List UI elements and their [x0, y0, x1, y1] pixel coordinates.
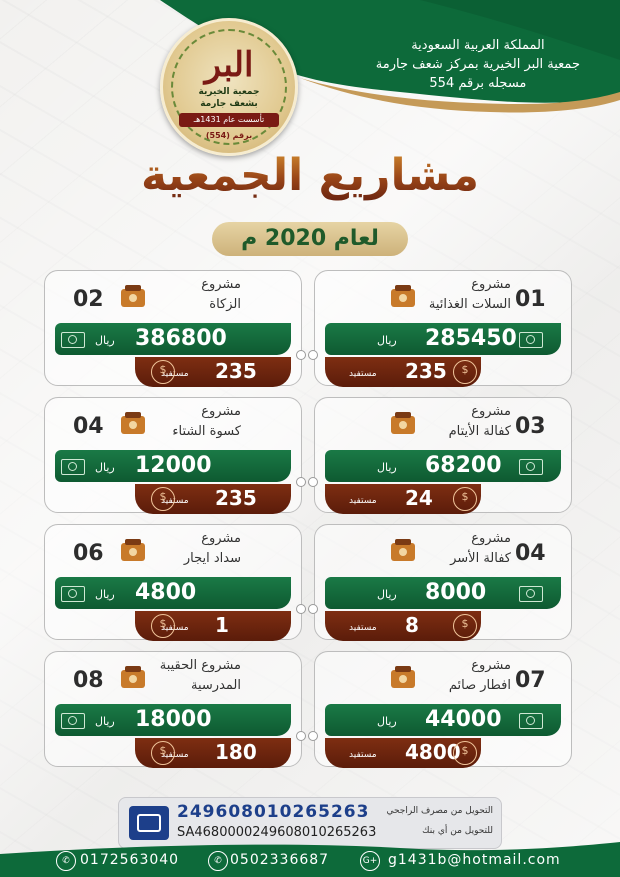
project-number: 08	[73, 668, 104, 693]
bank-transfer-note: التحويل من مصرف الراجحي	[386, 806, 493, 816]
project-name: السلات الغذائية	[428, 297, 511, 312]
project-number: 04	[515, 541, 546, 566]
beneficiary-label: مستفيد	[349, 623, 377, 633]
project-card	[44, 397, 302, 513]
connector-dot	[308, 477, 318, 487]
project-amount: 68200	[425, 453, 502, 478]
project-amount: 8000	[425, 580, 487, 605]
project-number: 02	[73, 287, 104, 312]
currency-label: ريال	[95, 334, 115, 347]
charity-hand-icon	[151, 360, 175, 384]
currency-label: ريال	[95, 588, 115, 601]
bank-any-bank-note: للتحويل من أي بنك	[422, 826, 493, 836]
project-word: مشروع	[201, 404, 241, 419]
charity-hand-icon	[151, 741, 175, 765]
project-amount: 4800	[135, 580, 197, 605]
connector-dot	[296, 477, 306, 487]
jacket-icon	[115, 408, 151, 440]
connector-dot	[296, 604, 306, 614]
charity-hand-icon	[151, 614, 175, 638]
house-icon	[115, 535, 151, 567]
project-number: 07	[515, 668, 546, 693]
beneficiaries-count: 235	[215, 359, 257, 383]
bank-icon	[129, 806, 169, 840]
beneficiary-label: مستفيد	[161, 623, 189, 633]
project-word: مشروع	[471, 277, 511, 292]
whatsapp-icon: ✆	[208, 851, 228, 871]
bank-iban: SA4680000249608010265263	[177, 825, 377, 840]
charity-hand-icon	[453, 487, 477, 511]
currency-label: ريال	[95, 715, 115, 728]
dates-icon	[385, 662, 421, 694]
project-card	[44, 651, 302, 767]
charity-hand-icon	[453, 614, 477, 638]
project-name: المدرسية	[191, 678, 241, 693]
backpack-icon	[115, 662, 151, 694]
connector-dot	[296, 350, 306, 360]
beneficiaries-count: 24	[405, 486, 433, 510]
org-name: جمعية البر الخيرية بمركز شعف جارمة	[375, 57, 580, 72]
project-word: مشروع	[201, 531, 241, 546]
beneficiaries-count: 235	[405, 359, 447, 383]
whatsapp-icon: ✆	[56, 851, 76, 871]
project-number: 04	[73, 414, 104, 439]
year-label: لعام 2020 م	[212, 222, 408, 256]
beneficiary-label: مستفيد	[161, 369, 189, 379]
organization-info	[376, 36, 580, 93]
project-number: 01	[515, 287, 546, 312]
beneficiaries-count: 8	[405, 613, 419, 637]
project-card	[314, 397, 572, 513]
beneficiaries-count: 235	[215, 486, 257, 510]
page-title: مشاريع الجمعية	[0, 150, 620, 201]
project-amount: 18000	[135, 707, 212, 732]
cash-icon	[115, 281, 151, 313]
money-icon	[519, 459, 543, 475]
charity-hand-icon	[453, 741, 477, 765]
beneficiary-label: مستفيد	[161, 496, 189, 506]
bank-account-number: 249608010265263	[177, 802, 370, 822]
project-amount: 44000	[425, 707, 502, 732]
phone-2[interactable]: 0502336687	[230, 852, 330, 868]
project-card	[314, 651, 572, 767]
project-card	[44, 524, 302, 640]
project-number: 06	[73, 541, 104, 566]
beneficiary-label: مستفيد	[349, 369, 377, 379]
connector-dot	[308, 731, 318, 741]
project-amount: 12000	[135, 453, 212, 478]
beneficiaries-count: 4800	[405, 740, 461, 764]
project-card	[44, 270, 302, 386]
project-name: افطار صائم	[448, 678, 511, 693]
project-amount: 386800	[135, 326, 227, 351]
org-registration: مسجله برقم 554	[429, 76, 527, 91]
money-icon	[61, 332, 85, 348]
project-word: مشروع	[201, 277, 241, 292]
connector-dot	[308, 604, 318, 614]
project-word: مشروع	[471, 404, 511, 419]
money-icon	[519, 332, 543, 348]
currency-label: ريال	[377, 588, 397, 601]
money-icon	[519, 586, 543, 602]
basket-icon	[385, 281, 421, 313]
beneficiaries-count: 180	[215, 740, 257, 764]
project-name: سداد ايجار	[183, 551, 241, 566]
project-word: مشروع	[471, 531, 511, 546]
google-plus-icon: G+	[360, 851, 380, 871]
currency-label: ريال	[377, 461, 397, 474]
money-icon	[61, 459, 85, 475]
project-name: الزكاة	[209, 297, 241, 312]
beneficiary-label: مستفيد	[161, 750, 189, 760]
project-amount: 285450	[425, 326, 517, 351]
money-icon	[61, 713, 85, 729]
currency-label: ريال	[95, 461, 115, 474]
charity-logo: البر جمعية الخيرية بشعف جارمة تأسست عام 1431هـ برقم (554)	[160, 18, 298, 156]
project-number: 03	[515, 414, 546, 439]
project-word: مشروع	[471, 658, 511, 673]
phone-1[interactable]: 0172563040	[80, 852, 180, 868]
email[interactable]: g1431b@hotmail.com	[388, 852, 561, 868]
money-icon	[519, 713, 543, 729]
project-card	[314, 270, 572, 386]
project-name: كفالة الأيتام	[448, 424, 511, 439]
beneficiary-label: مستفيد	[349, 496, 377, 506]
connector-dot	[308, 350, 318, 360]
money-icon	[61, 586, 85, 602]
charity-hand-icon	[151, 487, 175, 511]
project-name: كسوة الشتاء	[172, 424, 241, 439]
project-name: كفالة الأسر	[450, 551, 511, 566]
beneficiaries-count: 1	[215, 613, 229, 637]
project-card	[314, 524, 572, 640]
currency-label: ريال	[377, 334, 397, 347]
org-country: المملكة العربية السعودية	[411, 38, 545, 53]
charity-hand-icon	[453, 360, 477, 384]
helping-hand-icon	[385, 408, 421, 440]
connector-dot	[296, 731, 306, 741]
project-word: مشروع الحقيبة	[159, 658, 241, 673]
currency-label: ريال	[377, 715, 397, 728]
money-hand-icon	[385, 535, 421, 567]
beneficiary-label: مستفيد	[349, 750, 377, 760]
